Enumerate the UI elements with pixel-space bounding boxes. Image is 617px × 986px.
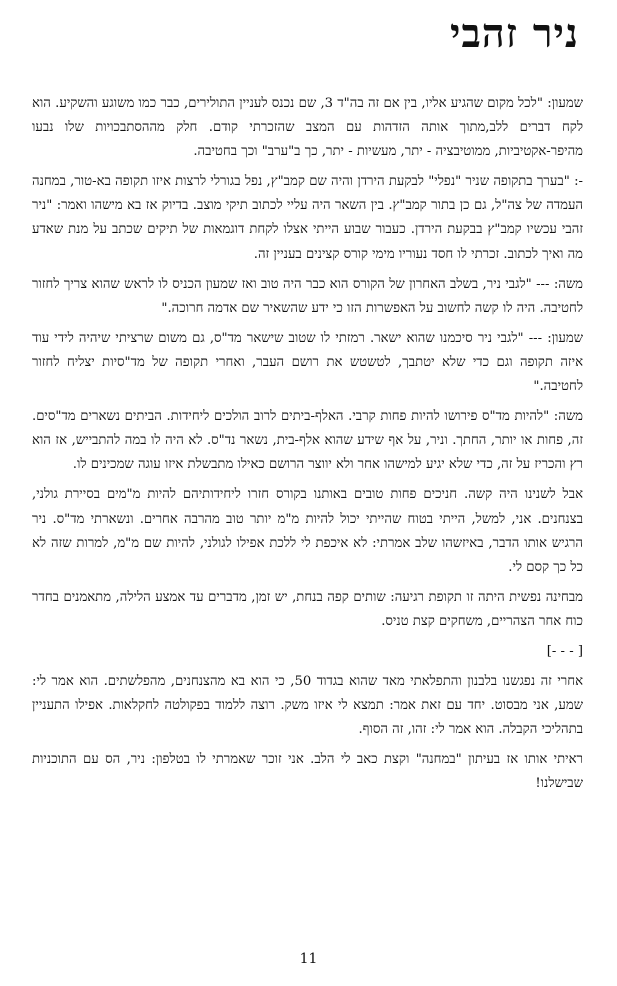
section-break: [ - - -] <box>546 643 583 659</box>
page-title: ניר זהבי <box>450 10 579 57</box>
body-text <box>32 92 583 803</box>
paragraph: משה: --- "לגבי ניר, בשלב האחרון של הקורס הוא כבר היה טוב ואז שמעון הכניס לו לראש שהוא צריך לחזור לחטיבה. היה לו קשה לחשוב על האפשרות הזו כי ידע שהשאיר שם אדמה חרוכה." <box>32 276 583 316</box>
paragraph: -: "בערך בתקופה שניר "נפלי" לבקעת הירדן והיה שם קמב"ץ, נפל בגורלי לרצות איזו תקופה בא-טור, במחנה העמדה של צה"ל, גם כן בתור קמב"ץ. בין השאר היה עליי לכתוב תיקי מוצב. בדיוק אז בא מישהו ואמר: "ניר זהבי עכשיו קמב"ץ בבקעת הירדן. כעבור שבוע הייתי אצלו לקחת דוגמאות של תיקים שכתב על מנת שאדע מה ואיך לכתוב. זכרתי לו חסד נעוריו מימי קורס קצינים בעניין זה. <box>32 174 583 262</box>
paragraph: מבחינה נפשית היתה זו תקופת רגיעה: שותים קפה בנחת, יש זמן, מדברים עד אמצע הלילה, מתאמנים בחדר כוח אחר הצהריים, משחקים קצת טניס. <box>32 589 583 629</box>
paragraph: משה: "להיות מד"ס פירושו להיות פחות קרבי. האלף-ביתים לרוב הולכים ליחידות. הביתים נשארים מד"סים. זה, פחות או יותר, החתך. וניר, על אף שידע שהוא אלף-בית, נשאר נד"ס. לא היה לו במה להתבייש, אז הוא רץ והכריז על זה, כדי שלא יגיע למישהו אחר ולא יווצר הרושם כאילו מתבשלת איזו עוגה שמכינים לו. <box>32 409 583 473</box>
page-number: 11 <box>299 951 318 967</box>
paragraph: שמעון: "לכל מקום שהגיע אליו, בין אם זה בה"ד 3, שם נכנס לעניין התולירים, כבר כמו משוגע והשקיע. הוא לקח דברים ללב,מתוך אותה הזדהות עם המצב שהזכרתי קודם. חלק מההסתבכויות שלו נבעו מהיפר-אקטיביות, ממוטיבציה - יתר, מעשיות - יתר, כך ב"ערב" וכך בחטיבה. <box>32 96 583 160</box>
paragraph: אבל לשנינו היה קשה. חניכים פחות טובים באותנו בקורס חזרו ליחידותיהם להיות מ"מים בסיירת גולני, בצנחנים. אני, למשל, הייתי בטוח שהייתי יכול להיות מ"מ יותר טוב מהרבה אחרים. ונשארתי מד"ס. ניר הרגיש אותו הדבר, באיזשהו שלב אמרתי: לא איכפת לי ללכת אפילו לגולני, להיות שם מ"מ, למרות שזה לא כל כך קסם לי. <box>32 487 584 575</box>
paragraph: אחרי זה נפגשנו בלבנון והתפלאתי מאד שהוא בגדוד 50, כי הוא בא מהצנחנים, מהפלשתים. הוא אמר לי: שמע, אני מבסוט. יחד עם זאת אמר: תמצא לי איזו משק. רוצה ללמוד בפקולטה לחקלאות. אפילו התעניין בתהליכי הקבלה. הוא אמר לי: זהו, זה הסוף. <box>32 674 583 738</box>
paragraph: ראיתי אותו אז בעיתון "במחנה" וקצת כאב לי הלב. אני זוכר שאמרתי לו בטלפון: ניר, הס עם התוכניות שבישלנו! <box>32 752 583 792</box>
paragraph: שמעון: --- "לגבי ניר סיכמנו שהוא ישאר. רמזתי לו שטוב שישאר מד"ס, גם משום שרציתי שיהיה לידי עוד איזה תקופה וגם כדי שלא יטתבך, לטשטש את רושם העבר, ואחרי תקופה של מד"סיות יצליח לחזור לחטיבה." <box>32 330 583 395</box>
